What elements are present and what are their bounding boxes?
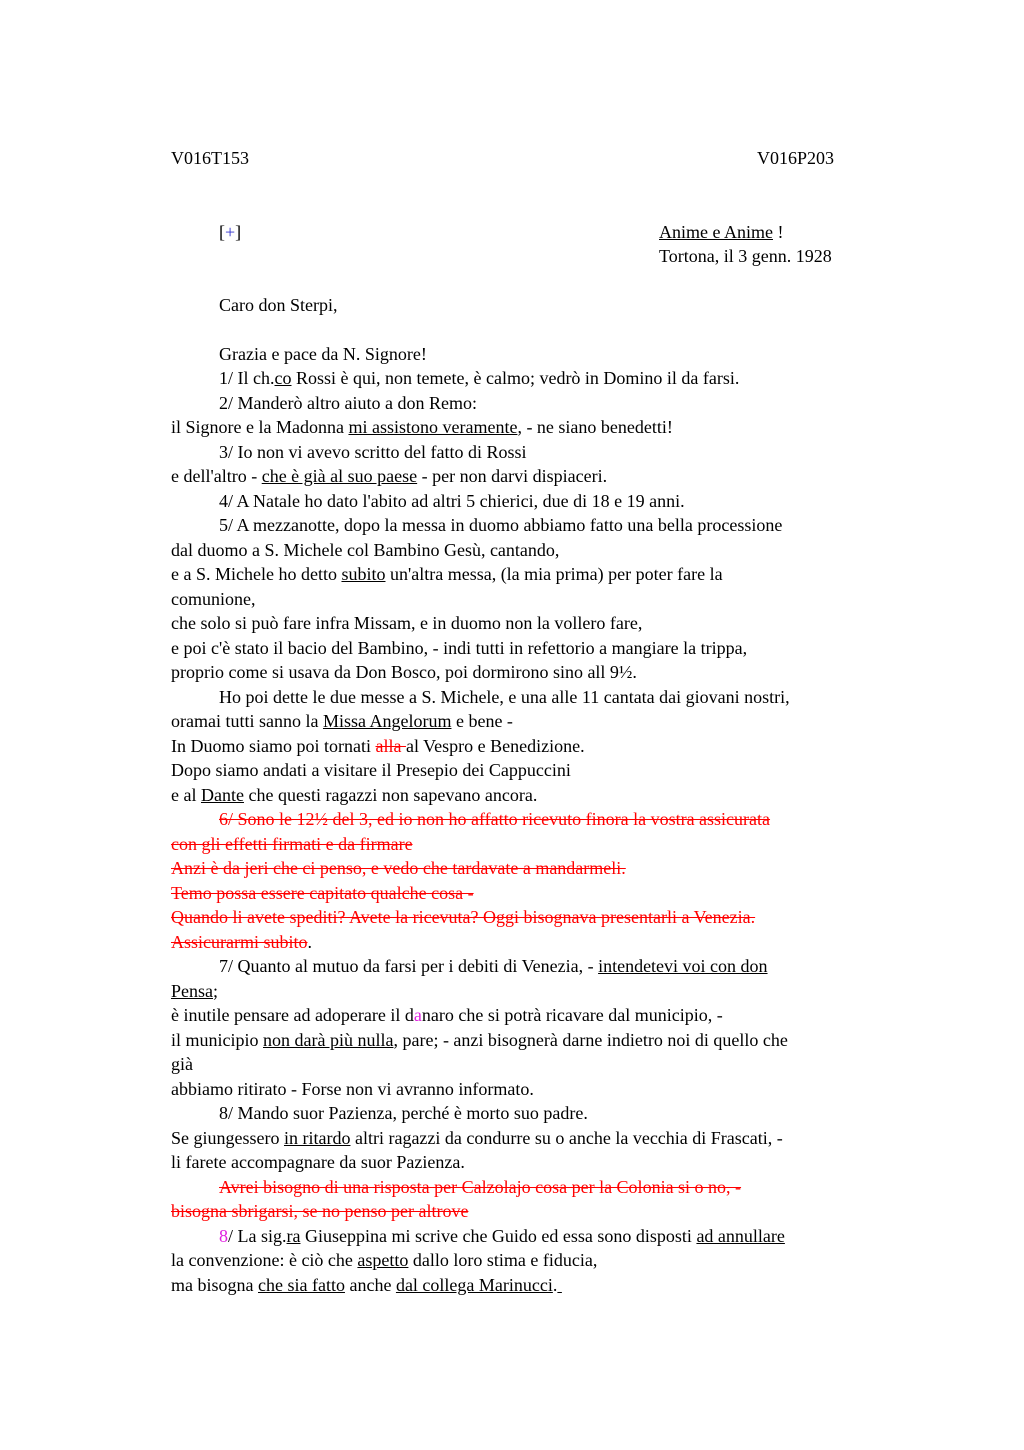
body-line: dal duomo a S. Michele col Bambino Gesù, cantando, — [171, 540, 560, 560]
deleted-line: Anzi è da jeri che ci penso, e vedo che tardavate a mandarmeli. — [171, 858, 626, 878]
cross-mark: [+] — [219, 222, 242, 242]
body-line: ma bisogna che sia fatto anche dal collega Marinucci. — [171, 1275, 558, 1295]
deleted-line: Avrei bisogno di una risposta per Calzolajo cosa per la Colonia si o no, - — [219, 1177, 742, 1197]
body-line: 1/ Il ch.co Rossi è qui, non temete, è calmo; vedrò in Domino il da farsi. — [219, 368, 740, 388]
body-line: e dell'altro - che è già al suo paese - per non darvi dispiaceri. — [171, 466, 608, 486]
place-date: Tortona, il 3 genn. 1928 — [659, 246, 832, 266]
salutation: Caro don Sterpi, — [219, 295, 338, 315]
body-line: 8/ Mando suor Pazienza, perché è morto suo padre. — [219, 1103, 588, 1123]
body-line: oramai tutti sanno la Missa Angelorum e bene - — [171, 711, 513, 731]
body-line: In Duomo siamo poi tornati alla al Vespro e Benedizione. — [171, 736, 585, 756]
body-line: comunione, — [171, 589, 256, 609]
doc-code-left: V016T153 — [171, 148, 249, 168]
inserted-number: 8 — [219, 1226, 228, 1246]
deleted-line: 6/ Sono le 12½ del 3, ed io non ho affatto ricevuto finora la vostra assicurata — [219, 809, 771, 829]
body-line: che solo si può fare infra Missam, e in duomo non la vollero fare, — [171, 613, 643, 633]
body-line: e al Dante che questi ragazzi non sapevano ancora. — [171, 785, 538, 805]
body-line: Dopo siamo andati a visitare il Presepio dei Cappuccini — [171, 760, 571, 780]
body-line: il municipio non darà più nulla, pare; - anzi bisognerà darne indietro noi di quello che — [171, 1030, 788, 1050]
body-line: il Signore e la Madonna mi assistono veramente, - ne siano benedetti! — [171, 417, 673, 437]
body-line: e a S. Michele ho detto subito un'altra messa, (la mia prima) per poter fare la — [171, 564, 723, 584]
body-line: 5/ A mezzanotte, dopo la messa in duomo abbiamo fatto una bella processione — [219, 515, 783, 535]
doc-code-right: V016P203 — [757, 148, 835, 168]
body-line: 3/ Io non vi avevo scritto del fatto di Rossi — [219, 442, 527, 462]
body-line: li farete accompagnare da suor Pazienza. — [171, 1152, 465, 1172]
body-line: già — [171, 1054, 193, 1074]
body-line: e poi c'è stato il bacio del Bambino, - indi tutti in refettorio a mangiare la trippa, — [171, 638, 748, 658]
deleted-line: con gli effetti firmati e da firmare — [171, 834, 413, 854]
deleted-line: bisogna sbrigarsi, se no penso per altrove — [171, 1201, 469, 1221]
deleted-text: Assicurarmi subito — [171, 932, 308, 952]
deleted-line: Quando li avete spediti? Avete la ricevuta? Oggi bisognava presentarli a Venezia. — [171, 907, 756, 927]
deleted-text: alla — [375, 736, 406, 756]
inserted-letter: a — [413, 1005, 422, 1025]
body-line: 7/ Quanto al mutuo da farsi per i debiti di Venezia, - intendetevi voi con don — [219, 956, 768, 976]
body-line: 4/ A Natale ho dato l'abito ad altri 5 chierici, due di 18 e 19 anni. — [219, 491, 685, 511]
body-line: la convenzione: è ciò che aspetto dallo loro stima e fiducia, — [171, 1250, 598, 1270]
cross-plus: + — [225, 222, 236, 242]
body-line: è inutile pensare ad adoperare il danaro che si potrà ricavare dal municipio, - — [171, 1005, 723, 1025]
heading-title: Anime e Anime ! — [659, 222, 784, 242]
body-line: Assicurarmi subito. — [171, 932, 312, 952]
body-line: 8/ La sig.ra Giuseppina mi scrive che Guido ed essa sono disposti ad annullare — [219, 1226, 785, 1246]
body-line: Ho poi dette le due messe a S. Michele, e una alle 11 cantata dai giovani nostri, — [219, 687, 790, 707]
body-line: Pensa; — [171, 981, 219, 1001]
body-line: abbiamo ritirato - Forse non vi avranno informato. — [171, 1079, 534, 1099]
body-line: Se giungessero in ritardo altri ragazzi da condurre su o anche la vecchia di Frascati, - — [171, 1128, 783, 1148]
body-line: proprio come si usava da Don Bosco, poi dormirono sino all 9½. — [171, 662, 637, 682]
deleted-line: Temo possa essere capitato qualche cosa - — [171, 883, 474, 903]
greeting: Grazia e pace da N. Signore! — [219, 344, 427, 364]
body-line: 2/ Manderò altro aiuto a don Remo: — [219, 393, 477, 413]
